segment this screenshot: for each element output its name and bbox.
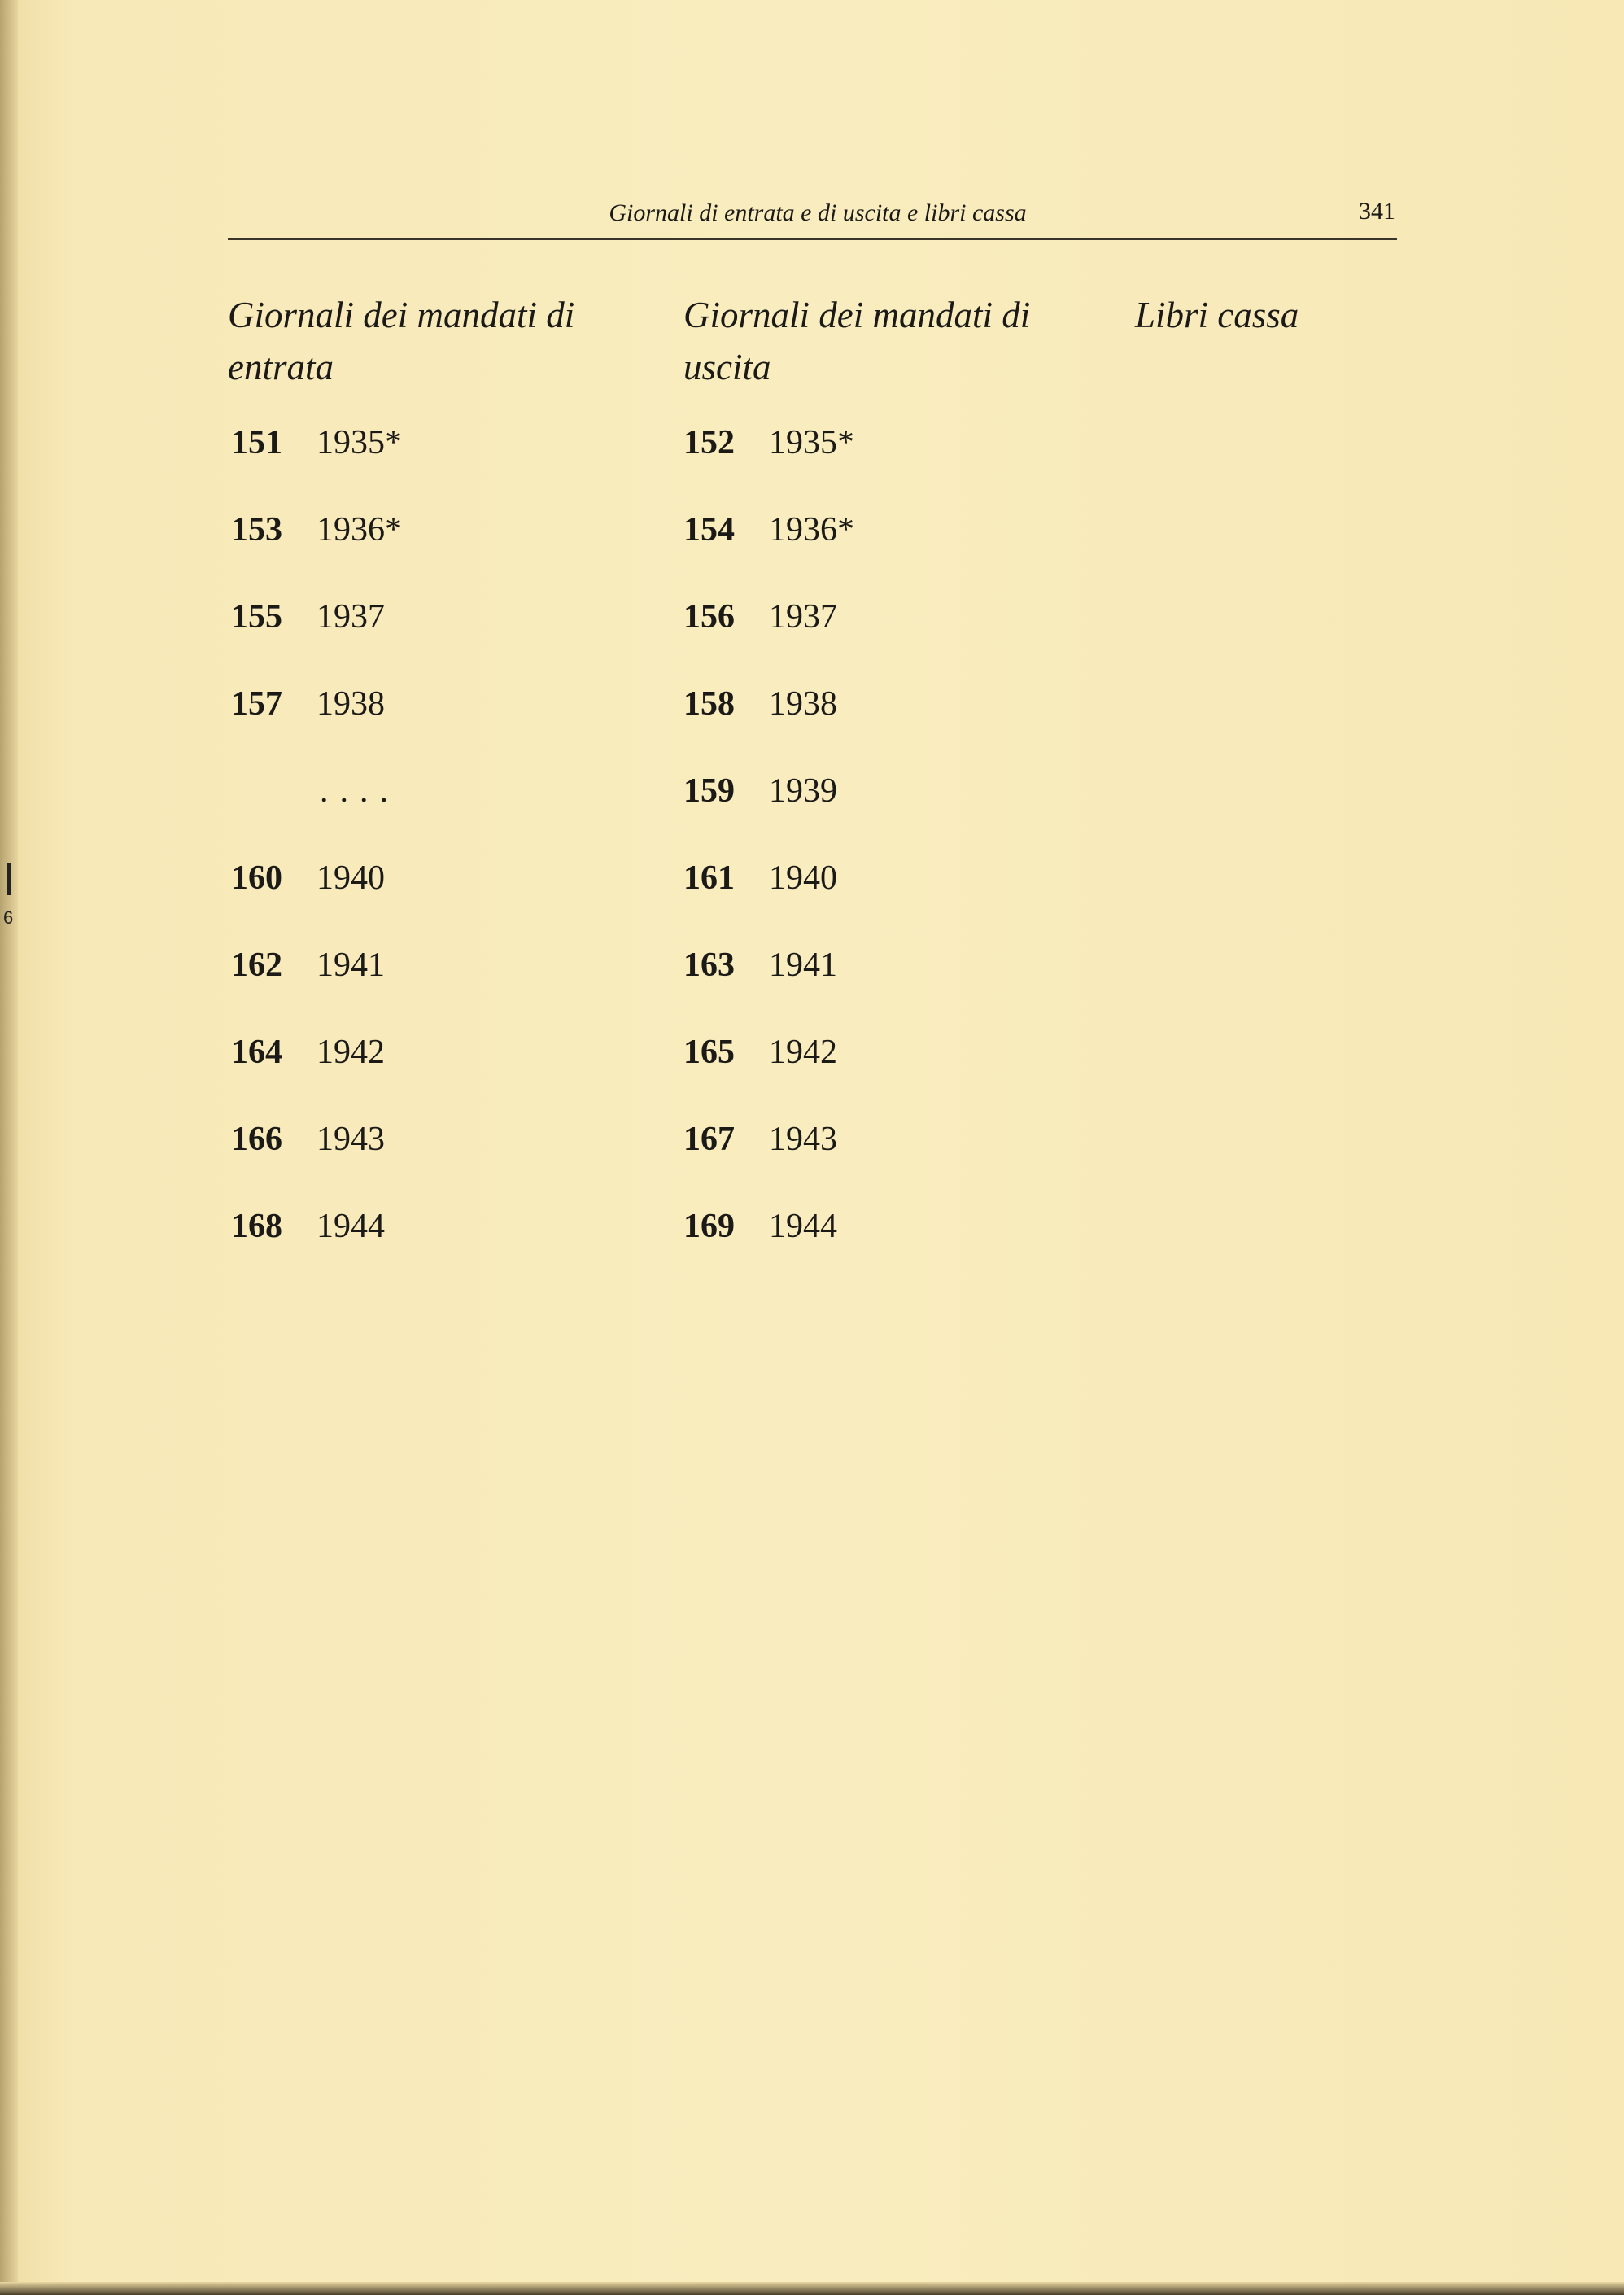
uscita-year: 1935* bbox=[769, 424, 854, 461]
uscita-number: 169 bbox=[683, 1208, 735, 1245]
page-bottom-edge bbox=[0, 2282, 1624, 2295]
entrata-row bbox=[231, 597, 385, 636]
entrata-number: 157 bbox=[231, 685, 282, 723]
uscita-year: 1938 bbox=[769, 685, 837, 723]
uscita-number: 154 bbox=[683, 511, 735, 549]
column-heading-uscita: Giornali dei mandati di uscita bbox=[683, 295, 1031, 387]
entrata-number: 166 bbox=[231, 1121, 282, 1158]
entrata-year: 1942 bbox=[317, 1034, 385, 1071]
entrata-year: 1938 bbox=[317, 685, 385, 723]
uscita-row bbox=[683, 1033, 837, 1072]
uscita-number: 156 bbox=[683, 598, 735, 636]
margin-mark: 6 bbox=[3, 907, 14, 928]
uscita-year: 1942 bbox=[769, 1034, 837, 1071]
entrata-year: 1940 bbox=[317, 859, 385, 897]
uscita-row bbox=[683, 423, 854, 462]
uscita-row bbox=[683, 510, 854, 549]
entrata-number: 164 bbox=[231, 1034, 282, 1071]
uscita-row bbox=[683, 859, 837, 898]
page-number: 341 bbox=[1359, 198, 1395, 225]
uscita-number: 165 bbox=[683, 1034, 735, 1071]
entrata-year: 1936* bbox=[317, 511, 402, 549]
uscita-number: 159 bbox=[683, 772, 735, 810]
uscita-year: 1943 bbox=[769, 1121, 837, 1158]
uscita-year: 1936* bbox=[769, 511, 854, 549]
header-rule bbox=[228, 238, 1397, 240]
entrata-year: 1937 bbox=[317, 598, 385, 636]
uscita-number: 167 bbox=[683, 1121, 735, 1158]
entrata-row bbox=[231, 423, 402, 462]
uscita-year: 1944 bbox=[769, 1208, 837, 1245]
entrata-year: 1943 bbox=[317, 1121, 385, 1158]
uscita-year: 1941 bbox=[769, 946, 837, 984]
column-heading-entrata: Giornali dei mandati di entrata bbox=[228, 295, 575, 387]
entrata-number: 151 bbox=[231, 424, 282, 461]
uscita-row bbox=[683, 684, 837, 723]
uscita-number: 163 bbox=[683, 946, 735, 984]
entrata-row bbox=[231, 859, 385, 898]
uscita-number: 158 bbox=[683, 685, 735, 723]
entrata-row bbox=[231, 946, 385, 985]
uscita-row bbox=[683, 597, 837, 636]
entrata-year: 1941 bbox=[317, 946, 385, 984]
entrata-missing-entry: .... bbox=[320, 772, 399, 810]
entrata-number: 162 bbox=[231, 946, 282, 984]
entrata-number: 160 bbox=[231, 859, 282, 897]
entrata-row bbox=[231, 684, 385, 723]
entrata-row bbox=[231, 1033, 385, 1072]
entrata-number: 168 bbox=[231, 1208, 282, 1245]
entrata-row bbox=[231, 1207, 385, 1246]
running-header-title: Giornali di entrata e di uscita e libri cassa bbox=[609, 199, 1027, 226]
uscita-year: 1939 bbox=[769, 772, 837, 810]
uscita-year: 1940 bbox=[769, 859, 837, 897]
entrata-year: 1935* bbox=[317, 424, 402, 461]
uscita-year: 1937 bbox=[769, 598, 837, 636]
entrata-row bbox=[231, 1120, 385, 1159]
uscita-row bbox=[683, 1120, 837, 1159]
uscita-row bbox=[683, 1207, 837, 1246]
entrata-year: 1944 bbox=[317, 1208, 385, 1245]
page-binding-edge bbox=[0, 0, 18, 2295]
margin-tick bbox=[7, 863, 11, 895]
entrata-number: 153 bbox=[231, 511, 282, 549]
uscita-row bbox=[683, 772, 837, 811]
uscita-number: 161 bbox=[683, 859, 735, 897]
column-heading-cassa: Libri cassa bbox=[1135, 295, 1299, 335]
uscita-row bbox=[683, 946, 837, 985]
uscita-number: 152 bbox=[683, 424, 735, 461]
entrata-row bbox=[231, 510, 402, 549]
entrata-number: 155 bbox=[231, 598, 282, 636]
